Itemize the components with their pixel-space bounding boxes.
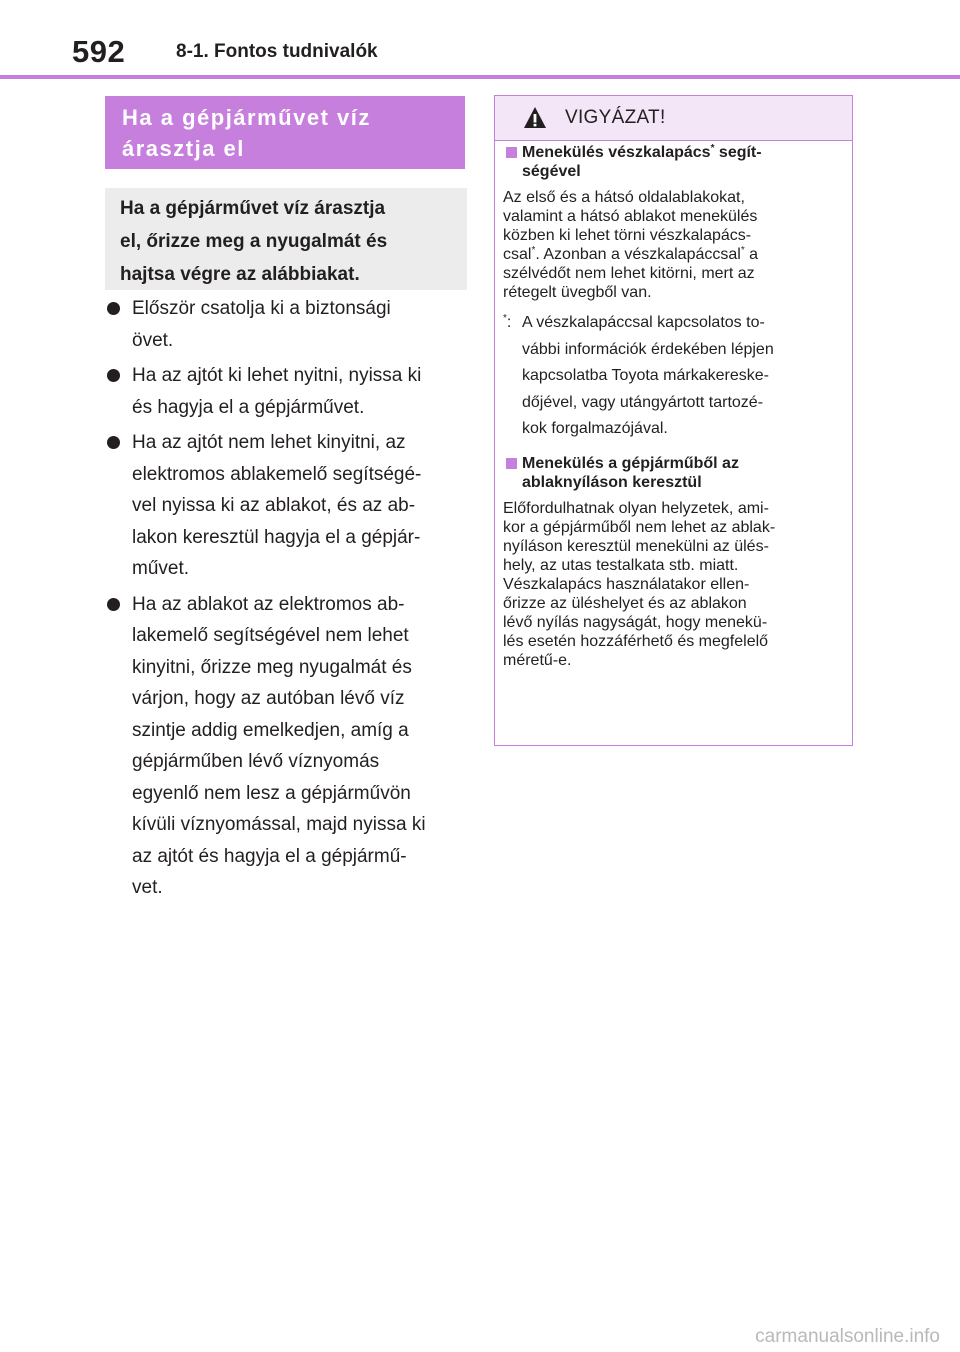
subheading-text: Menekülés a gépjárműből az: [522, 454, 739, 472]
paragraph-line: Előfordulhatnak olyan helyzetek, ami-: [503, 499, 769, 517]
list-item-line: gépjárműben lévő víznyomás: [132, 751, 380, 772]
list-item-line: Először csatolja ki a biztonsági: [132, 298, 391, 319]
paragraph-line: valamint a hátsó ablakot menekülés: [503, 208, 758, 225]
paragraph-text: . Azonban a vészkalapáccsal: [535, 246, 741, 263]
list-item-line: egyenlő nem lesz a gépjárművön: [132, 782, 411, 804]
caution-paragraph: [503, 188, 843, 302]
footnote-line: vábbi információk érdekében lépjen: [522, 340, 774, 358]
chapter-title: 8-1. Fontos tudnivalók: [176, 41, 378, 62]
list-item-line: lakemelő segítségével nem lehet: [132, 625, 409, 646]
list-item: [105, 360, 470, 423]
footnote-line: A vészkalapáccsal kapcsolatos to-: [522, 314, 765, 331]
paragraph-line: lés esetén hozzáférhető és megfelelő: [503, 632, 769, 650]
intro-box: [105, 188, 467, 290]
footnote-line: kok forgalmazójával.: [522, 420, 668, 437]
list-item: [105, 427, 470, 585]
paragraph-line: méretű-e.: [503, 651, 572, 669]
paragraph-line: nyíláson keresztül menekülni az ülés-: [503, 537, 769, 555]
list-item-line: Ha az ajtót nem lehet kinyitni, az: [132, 432, 406, 453]
intro-line: Ha a gépjárművet víz árasztja: [120, 198, 386, 219]
list-item-line: övet.: [132, 329, 174, 351]
watermark-text: carmanualsonline.info: [755, 1326, 940, 1347]
caution-subheading: [503, 143, 843, 181]
paragraph-text: csal: [503, 246, 532, 263]
caution-box: [494, 95, 853, 746]
footnote-mark: [503, 310, 511, 337]
page-number: 592: [72, 34, 126, 69]
list-item: [105, 589, 470, 904]
bullet-dot-icon: [107, 436, 120, 449]
section-title-line: Ha a gépjárművet víz: [122, 105, 371, 130]
list-item-line: várjon, hogy az autóban lévő víz: [132, 688, 405, 709]
footnote-marker: *: [503, 313, 507, 324]
paragraph-line: Vészkalapács használatakor ellen-: [503, 575, 750, 593]
list-item: [105, 293, 470, 356]
section-title-line: árasztja el: [122, 136, 245, 161]
list-item-line: vet.: [132, 877, 163, 898]
footnote-line: dőjével, vagy utángyártott tartozé-: [522, 393, 764, 411]
paragraph-line: kor a gépjárműből nem lehet az ablak-: [503, 518, 776, 536]
paragraph-text: a: [744, 246, 759, 263]
caution-body: [503, 143, 843, 678]
paragraph-line: szélvédőt nem lehet kitörni, mert az: [503, 265, 755, 282]
square-bullet-icon: [506, 147, 517, 158]
caution-title: VIGYÁZAT!: [565, 107, 666, 128]
caution-header: [495, 96, 852, 141]
list-item-line: vel nyissa ki az ablakot, és az ab-: [132, 495, 416, 516]
paragraph-line: hely, az utas testalkata stb. miatt.: [503, 556, 739, 574]
list-item-line: szintje addig emelkedjen, amíg a: [132, 719, 409, 741]
footnote-colon: :: [506, 314, 512, 331]
paragraph-line: [503, 245, 843, 264]
paragraph-line: Az első és a hátsó oldalablakokat,: [503, 189, 745, 206]
square-bullet-icon: [506, 458, 517, 469]
paragraph-line: lévő nyílás nagyságát, hogy menekü-: [503, 613, 768, 631]
caution-paragraph: [503, 499, 843, 670]
list-item-line: kívüli víznyomással, majd nyissa ki: [132, 814, 426, 835]
footnote: [503, 310, 843, 443]
intro-line: hajtsa végre az alábbiakat.: [120, 264, 360, 285]
instruction-list: [105, 293, 470, 908]
header-divider: [0, 75, 960, 79]
list-item-line: kinyitni, őrizze meg nyugalmát és: [132, 656, 412, 678]
bullet-dot-icon: [107, 302, 120, 315]
bullet-dot-icon: [107, 369, 120, 382]
footnote-marker: *: [710, 143, 715, 154]
list-item-line: Ha az ajtót ki lehet nyitni, nyissa ki: [132, 365, 422, 386]
list-item-line: és hagyja el a gépjárművet.: [132, 396, 365, 418]
paragraph-line: közben ki lehet törni vészkalapács-: [503, 227, 752, 244]
section-title: [105, 96, 465, 169]
list-item-line: elektromos ablakemelő segítségé-: [132, 463, 422, 485]
watermark: [0, 1326, 960, 1348]
paragraph-line: őrizze az üléshelyet és az ablakon: [503, 594, 747, 612]
caution-subheading: [503, 454, 843, 492]
list-item-line: Ha az ablakot az elektromos ab-: [132, 593, 405, 615]
footnote-marker: *: [740, 245, 745, 256]
warning-triangle-icon: [523, 106, 547, 130]
subheading-text: ablaknyíláson keresztül: [522, 473, 702, 491]
footnote-line: kapcsolatba Toyota márkakereske-: [522, 367, 769, 384]
subheading-text: Menekülés vészkalapács: [522, 144, 711, 161]
list-item-line: művet.: [132, 558, 190, 579]
page-header: [0, 0, 960, 80]
bullet-dot-icon: [107, 598, 120, 611]
list-item-line: az ajtót és hagyja el a gépjármű-: [132, 845, 407, 867]
list-item-line: lakon keresztül hagyja el a gépjár-: [132, 526, 421, 548]
subheading-text: ségével: [522, 163, 581, 180]
footnote-marker: *: [531, 245, 536, 256]
intro-line: el, őrizze meg a nyugalmát és: [120, 231, 388, 252]
subheading-text: segít-: [714, 144, 762, 161]
paragraph-line: rétegelt üvegből van.: [503, 284, 652, 301]
